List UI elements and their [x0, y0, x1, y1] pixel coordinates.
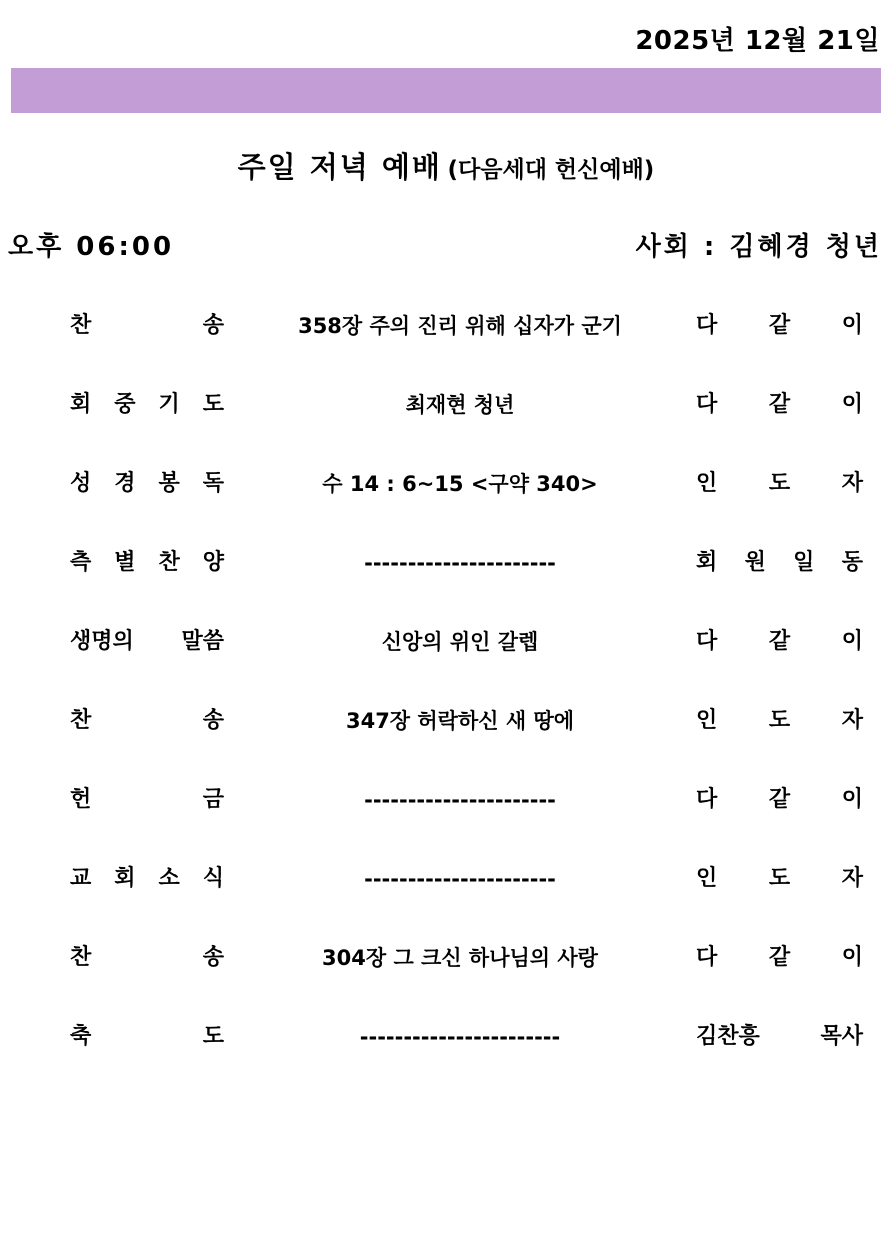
order-item: 축 도 — [70, 1024, 224, 1049]
service-host: 사회 : 김혜경 청년 — [635, 232, 882, 262]
order-item: 헌 금 — [70, 787, 224, 812]
order-content: ----------------------- — [359, 1025, 561, 1049]
order-participant: 회 원 일 동 — [696, 550, 863, 575]
order-participant: 다 같 이 — [696, 313, 863, 338]
order-row — [0, 843, 892, 922]
order-row — [0, 290, 892, 369]
order-row — [0, 448, 892, 527]
order-participant: 김찬흥 목사 — [696, 1024, 863, 1049]
order-participant: 다 같 이 — [696, 629, 863, 654]
order-participant: 다 같 이 — [696, 945, 863, 970]
order-participant: 인 도 자 — [696, 471, 863, 496]
order-participant: 다 같 이 — [696, 392, 863, 417]
service-title — [0, 145, 892, 186]
order-of-worship — [0, 290, 892, 1080]
service-title-main: 주일 저녁 예배 — [237, 150, 442, 184]
header-banner — [11, 68, 881, 113]
order-participant: 인 도 자 — [696, 708, 863, 733]
order-row — [0, 527, 892, 606]
order-item: 측 별 찬 양 — [70, 550, 224, 575]
order-item: 찬 송 — [70, 708, 224, 733]
order-content: 347장 허락하신 새 땅에 — [345, 709, 575, 733]
order-item: 회 중 기 도 — [70, 392, 224, 417]
order-content: 304장 그 크신 하나님의 사랑 — [322, 946, 598, 970]
order-item: 성 경 봉 독 — [70, 471, 224, 496]
order-row — [0, 764, 892, 843]
order-item: 찬 송 — [70, 945, 224, 970]
order-row — [0, 685, 892, 764]
order-participant: 인 도 자 — [696, 866, 863, 891]
order-content: ---------------------- — [364, 788, 556, 812]
order-content: ---------------------- — [364, 867, 556, 891]
order-item: 생명의 말씀 — [70, 629, 224, 654]
order-content: 최재현 청년 — [405, 393, 515, 417]
order-row — [0, 1001, 892, 1080]
order-item: 찬 송 — [70, 313, 224, 338]
service-date: 2025년 12월 21일 — [635, 26, 880, 56]
service-subtitle: (다음세대 헌신예배) — [447, 157, 655, 183]
order-item: 교 회 소 식 — [70, 866, 224, 891]
order-content: 신앙의 위인 갈렙 — [381, 630, 539, 654]
order-content: 358장 주의 진리 위해 십자가 군기 — [298, 314, 622, 338]
order-row — [0, 369, 892, 448]
order-row — [0, 606, 892, 685]
order-row — [0, 922, 892, 1001]
service-time: 오후 06:00 — [8, 232, 175, 262]
order-content: 수 14 : 6~15 <구약 340> — [322, 472, 598, 496]
order-participant: 다 같 이 — [696, 787, 863, 812]
order-content: ---------------------- — [364, 551, 556, 575]
